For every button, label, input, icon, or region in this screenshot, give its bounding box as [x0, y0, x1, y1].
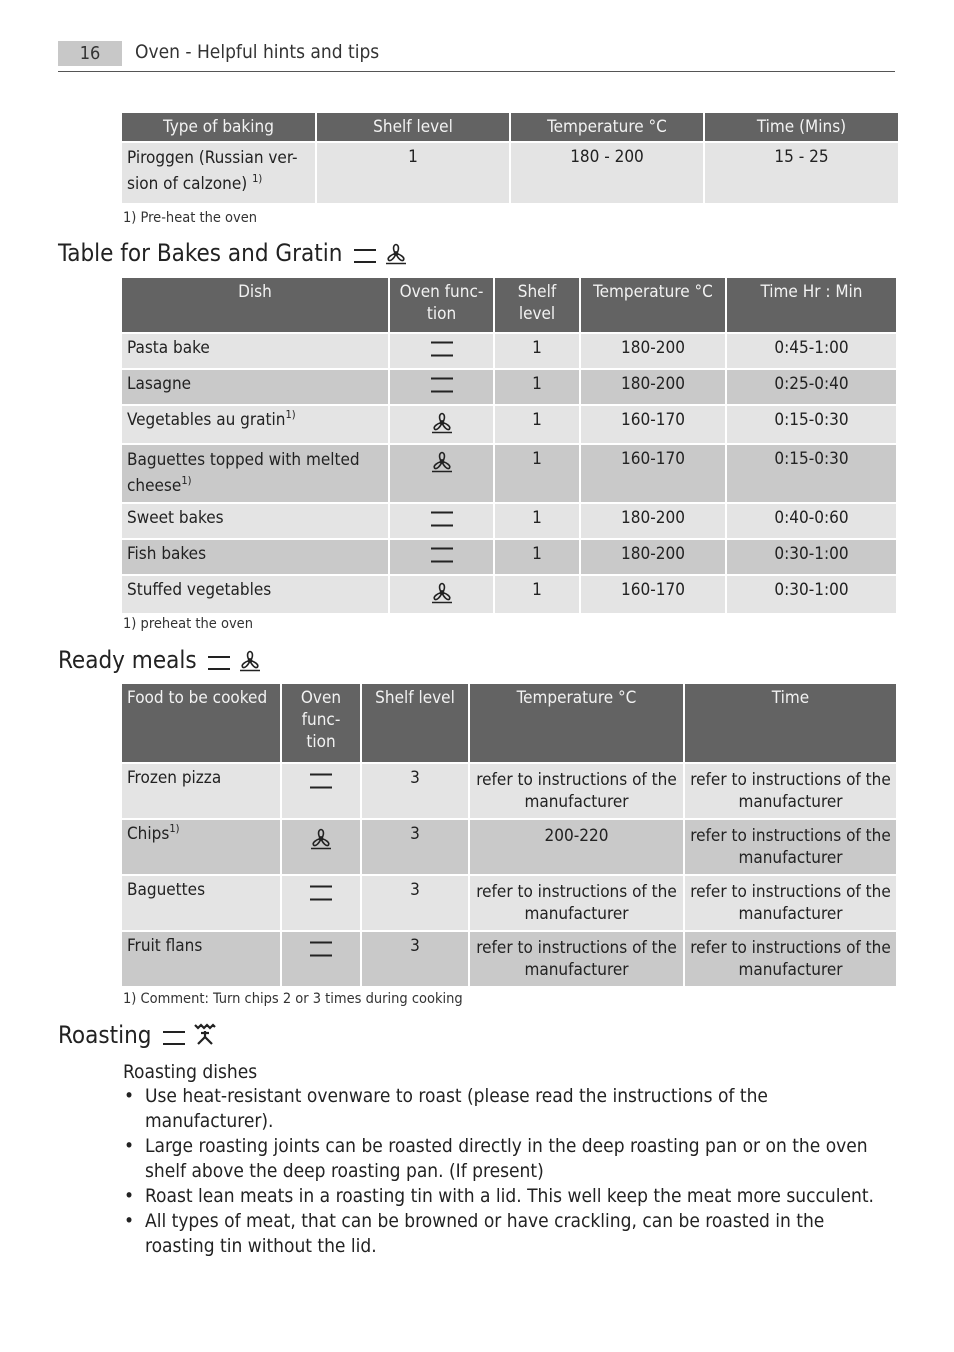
top-bottom-heat-icon: [207, 654, 231, 672]
top-bottom-heat-icon: [429, 549, 455, 569]
top-bottom-heat-icon: [162, 1029, 186, 1047]
top-bottom-heat-icon: [308, 943, 334, 963]
list-item: • Use heat-resistant ovenware to roast (please read the instructions of the manufacturer).: [123, 1084, 898, 1134]
dish-label: Sweet bakes: [127, 508, 224, 528]
dish-cell: [122, 370, 388, 404]
dish-cell: [122, 576, 388, 613]
table-row: [122, 504, 896, 538]
col-header-time: Time Hr : Min: [727, 278, 896, 332]
section-title-text: Roasting: [58, 1021, 152, 1049]
food-label: Chips: [127, 824, 170, 844]
time-cell: 0:40-0:60: [727, 504, 896, 538]
roasting-subtitle: Roasting dishes: [123, 1061, 258, 1083]
function-cell: [390, 540, 493, 574]
table-row: [122, 143, 898, 203]
time-cell: 0:15-0:30: [727, 445, 896, 502]
temp-cell: 180-200: [581, 334, 725, 368]
time-cell: 0:15-0:30: [727, 406, 896, 443]
fan-icon: [430, 419, 454, 439]
table-header-row: [122, 113, 898, 141]
dish-label: Lasagne: [127, 374, 192, 394]
time-cell: refer to instructions of the manufacturer: [685, 764, 896, 818]
food-cell: [122, 764, 280, 818]
temp-cell: 160-170: [581, 406, 725, 443]
section-title-ready-meals: [58, 645, 262, 675]
food-cell: [122, 876, 280, 930]
dish-label: Stuffed vegetables: [127, 580, 272, 600]
footnote-preheat: 1) Pre-heat the oven: [123, 210, 258, 226]
fan-icon: [430, 589, 454, 609]
table-row: [122, 334, 896, 368]
time-cell: 0:30-1:00: [727, 576, 896, 613]
col-header-food: Food to be cooked: [122, 684, 280, 762]
table-row: [122, 820, 896, 874]
temp-cell: 180-200: [581, 540, 725, 574]
page-header: [58, 40, 895, 72]
dish-label: Pasta bake: [127, 338, 210, 358]
function-cell: [390, 445, 493, 502]
temp-cell: 180-200: [581, 504, 725, 538]
shelf-cell: 1: [495, 540, 579, 574]
footnote-ref: 1): [169, 822, 180, 835]
section-title-roasting: [58, 1020, 217, 1050]
type-label: Piroggen (Russian ver-sion of calzone): [127, 148, 298, 194]
footnote-ref: 1): [181, 474, 192, 487]
shelf-cell: 1: [495, 445, 579, 502]
shelf-cell: 1: [495, 370, 579, 404]
shelf-cell: 1: [317, 143, 509, 203]
top-bottom-heat-icon: [429, 343, 455, 363]
section-title-text: Table for Bakes and Gratin: [58, 239, 343, 267]
list-item: • Roast lean meats in a roasting tin with a lid. This well keep the meat more succulent.: [123, 1184, 898, 1209]
footnote-ref: 1): [285, 408, 296, 421]
footnote-chips: 1) Comment: Turn chips 2 or 3 times during cooking: [123, 991, 463, 1007]
food-label: Frozen pizza: [127, 768, 222, 788]
time-cell: refer to instructions of the manufacturer: [685, 932, 896, 986]
baking-table: [120, 111, 900, 205]
dish-cell: [122, 504, 388, 538]
table-header-row: [122, 684, 896, 762]
shelf-cell: 1: [495, 334, 579, 368]
temp-cell: 180-200: [581, 370, 725, 404]
dish-label: Vegetables au gratin: [127, 410, 286, 430]
table-row: [122, 445, 896, 502]
shelf-cell: 1: [495, 504, 579, 538]
shelf-cell: 3: [362, 876, 468, 930]
function-cell: [390, 406, 493, 443]
table-row: [122, 876, 896, 930]
time-cell: 0:25-0:40: [727, 370, 896, 404]
top-bottom-heat-icon: [429, 513, 455, 533]
footnote-ref: 1): [252, 172, 263, 185]
type-cell: [122, 143, 315, 203]
col-header-temp: Temperature °C: [470, 684, 683, 762]
shelf-cell: 3: [362, 820, 468, 874]
bakes-gratin-table: [120, 276, 898, 615]
page-number: 16: [58, 41, 122, 66]
list-item: • All types of meat, that can be browned or have crackling, can be roasted in the roasting tin without the lid.: [123, 1209, 898, 1259]
food-cell: [122, 820, 280, 874]
top-bottom-heat-icon: [429, 379, 455, 399]
fan-icon: [384, 243, 408, 265]
food-label: Fruit flans: [127, 936, 203, 956]
temp-cell: 160-170: [581, 576, 725, 613]
fan-icon: [430, 458, 454, 478]
col-header-dish: Dish: [122, 278, 388, 332]
col-header-temp: Temperature °C: [511, 113, 703, 141]
function-cell: [390, 334, 493, 368]
temp-cell: refer to instructions of the manufacturer: [470, 764, 683, 818]
temp-cell: 200-220: [470, 820, 683, 874]
col-header-temp: Temperature °C: [581, 278, 725, 332]
time-cell: 15 - 25: [705, 143, 898, 203]
top-bottom-heat-icon: [308, 775, 334, 795]
table-row: [122, 406, 896, 443]
function-cell: [282, 932, 360, 986]
dish-cell: [122, 406, 388, 443]
temp-cell: 180 - 200: [511, 143, 703, 203]
table-row: [122, 540, 896, 574]
grill-fan-icon: [193, 1023, 217, 1047]
section-title-bakes: [58, 238, 408, 268]
dish-cell: [122, 540, 388, 574]
col-header-time: Time (Mins): [705, 113, 898, 141]
table-row: [122, 370, 896, 404]
table-row: [122, 576, 896, 613]
col-header-time: Time: [685, 684, 896, 762]
function-cell: [390, 370, 493, 404]
table-row: [122, 764, 896, 818]
dish-cell: [122, 445, 388, 502]
top-bottom-heat-icon: [353, 247, 377, 265]
shelf-cell: 3: [362, 932, 468, 986]
time-cell: 0:30-1:00: [727, 540, 896, 574]
dish-label: Fish bakes: [127, 544, 207, 564]
col-header-type: Type of baking: [122, 113, 315, 141]
temp-cell: refer to instructions of the manufacturer: [470, 932, 683, 986]
col-header-function: Oven func-tion: [282, 684, 360, 762]
function-cell: [390, 504, 493, 538]
food-label: Baguettes: [127, 880, 206, 900]
time-cell: refer to instructions of the manufacturer: [685, 876, 896, 930]
shelf-cell: 1: [495, 576, 579, 613]
temp-cell: refer to instructions of the manufacturer: [470, 876, 683, 930]
function-cell: [282, 820, 360, 874]
dish-label: Baguettes topped with melted cheese: [127, 450, 360, 496]
running-title: Oven - Helpful hints and tips: [135, 41, 380, 63]
table-row: [122, 932, 896, 986]
col-header-function: Oven func-tion: [390, 278, 493, 332]
table-header-row: [122, 278, 896, 332]
ready-meals-table: [120, 682, 898, 988]
footnote-preheat: 1) preheat the oven: [123, 616, 253, 632]
shelf-cell: 3: [362, 764, 468, 818]
fan-icon: [309, 835, 333, 855]
time-cell: 0:45-1:00: [727, 334, 896, 368]
time-cell: refer to instructions of the manufacturer: [685, 820, 896, 874]
top-bottom-heat-icon: [308, 887, 334, 907]
list-item: • Large roasting joints can be roasted directly in the deep roasting pan or on the oven shelf above the deep roasting pan. (If present): [123, 1134, 898, 1184]
section-title-text: Ready meals: [58, 646, 197, 674]
function-cell: [282, 764, 360, 818]
temp-cell: 160-170: [581, 445, 725, 502]
roasting-list: [123, 1084, 898, 1259]
col-header-shelf: Shelf level: [362, 684, 468, 762]
fan-icon: [238, 650, 262, 672]
food-cell: [122, 932, 280, 986]
col-header-shelf: Shelf level: [317, 113, 509, 141]
function-cell: [390, 576, 493, 613]
shelf-cell: 1: [495, 406, 579, 443]
function-cell: [282, 876, 360, 930]
dish-cell: [122, 334, 388, 368]
col-header-shelf: Shelf level: [495, 278, 579, 332]
